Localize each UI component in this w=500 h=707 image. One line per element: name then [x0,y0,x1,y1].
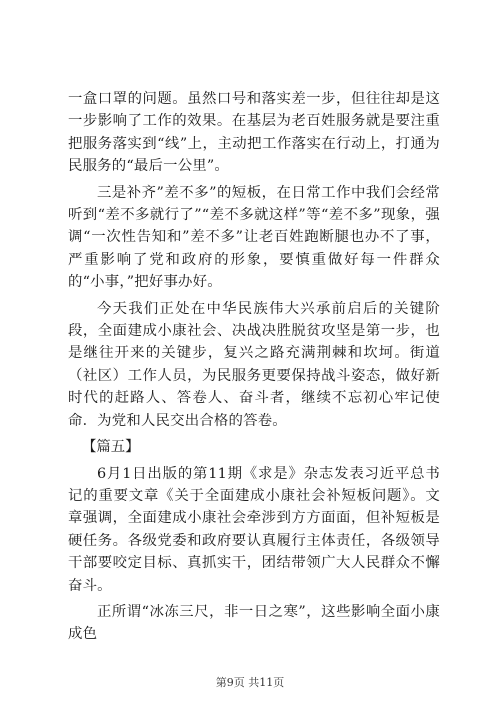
paragraph-frozen-three-feet: 正所谓“冰冻三尺，非一日之寒”，这些影响全面小康成色 [68,603,440,643]
paragraph-qiushi-article: 6月1日出版的第11期《求是》杂志发表习近平总书记的重要文章《关于全面建成小康社会补短板问题》。文章强调，全面建成小康社会牵涉到方方面面，但补短板是硬任务。各级党委和政府要认真履行主体责任，各级领导干部要咬定目标、真抓实干，团结带领广大人民群众不懈奋斗。 [68,465,440,594]
document-body [68,88,440,646]
section-heading: 【篇五】 [82,439,140,456]
paragraph-continued: 一盒口罩的问题。虽然口号和落实差一步，但往往却是这一步影响了工作的效果。在基层为老百姓服务就是要注重把服务落实到“线”上，主动把工作落实在行动上，打通为民服务的“最后一公里”。 [68,91,440,175]
paragraph-current-stage: 今天我们正处在中华民族伟大兴承前启后的关键阶段，全面建成小康社会、决战决胜脱贫攻坚是第一步，也是继往开来的关键步，复兴之路充满荆棘和坎坷。街道（社区）工作人员，为民服务更要保持战斗姿态，做好新时代的赶路人、答卷人、奋斗者，继续不忘初心牢记使命．为党和人民交出合格的答卷。 [68,300,440,429]
paragraph-shortboard: 三是补齐”差不多”的短板，在日常工作中我们会经常听到“差不多就行了”“差不多就这样”等“差不多”现象，强调“一次性告知和”差不多”让老百姓跑断腿也办不了事，严重影响了党和政府的形象，要慎重做好每一件群众的“小事，”把好事办好。 [68,184,440,291]
page-number-footer: 第9页 共11页 [215,676,285,689]
